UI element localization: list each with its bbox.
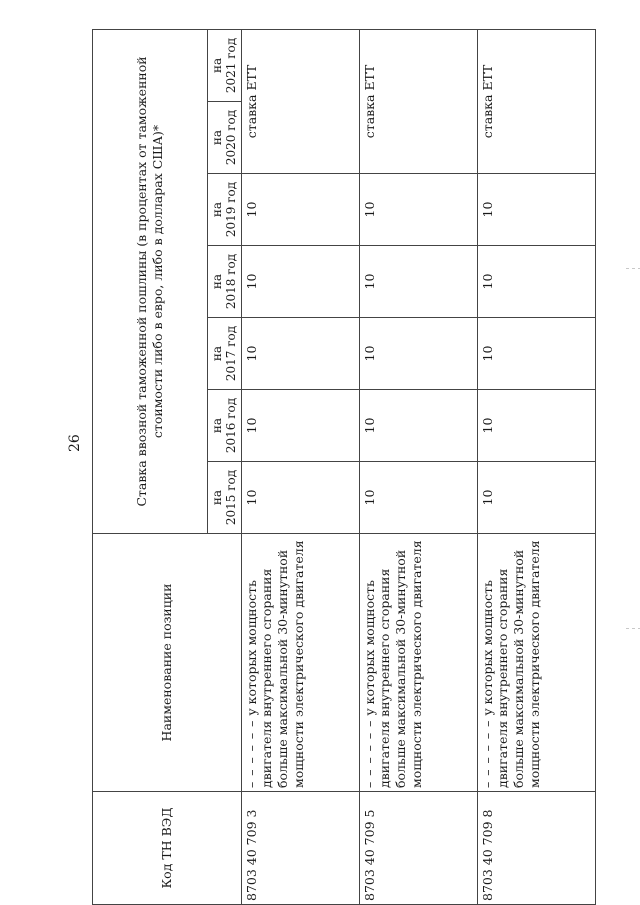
row-rate-2015: 10 — [241, 462, 359, 534]
header-year-2018: на 2018 год — [208, 246, 242, 318]
row-rate-2016: 10 — [477, 390, 595, 462]
row-rate-2015: 10 — [477, 462, 595, 534]
row-rate-2017: 10 — [359, 318, 477, 390]
row-rate-2019: 10 — [241, 174, 359, 246]
row-name-text: у которых мощность двигателя внутреннего сгорания больше максимальной 30-минутной мощности электрического двигателя — [361, 540, 424, 788]
row-dash-prefix: – – – – – – — [361, 719, 377, 788]
row-dash-prefix: – – – – – – — [243, 719, 259, 788]
row-name-text: у которых мощность двигателя внутреннего сгорания больше максимальной 30-минутной мощности электрического двигателя — [243, 540, 306, 788]
header-year-2019: на 2019 год — [208, 174, 242, 246]
row-rate-ett: ставка ЕТТ — [241, 29, 359, 173]
row-rate-ett: ставка ЕТТ — [359, 29, 477, 173]
row-rate-2015: 10 — [359, 462, 477, 534]
gutter-mark-top — [626, 268, 640, 269]
row-dash-prefix: – – – – – – — [479, 719, 495, 788]
row-code: 8703 40 709 3 — [241, 792, 359, 905]
row-name — [359, 534, 477, 792]
gutter-mark-bottom — [626, 628, 640, 629]
row-rate-2016: 10 — [359, 390, 477, 462]
table-row — [477, 29, 595, 904]
row-rate-2019: 10 — [359, 174, 477, 246]
row-rate-2018: 10 — [241, 246, 359, 318]
row-name — [241, 534, 359, 792]
header-year-2017: на 2017 год — [208, 318, 242, 390]
row-rate-2019: 10 — [477, 174, 595, 246]
table-row — [359, 29, 477, 904]
row-code: 8703 40 709 5 — [359, 792, 477, 905]
header-year-2021: на 2021 год — [208, 29, 242, 101]
header-year-2016: на 2016 год — [208, 390, 242, 462]
row-code: 8703 40 709 8 — [477, 792, 595, 905]
row-name — [477, 534, 595, 792]
row-name-text: у которых мощность двигателя внутреннего сгорания больше максимальной 30-минутной мощности электрического двигателя — [479, 540, 542, 788]
tariff-table-wrapper — [92, 30, 600, 905]
row-rate-2017: 10 — [241, 318, 359, 390]
table-row — [241, 29, 359, 904]
row-rate-2017: 10 — [477, 318, 595, 390]
header-code: Код ТН ВЭД — [93, 792, 242, 905]
header-rate-group: Ставка ввозной таможенной пошлины (в процентах от таможенной стоимости либо в евро, либо в долларах США)* — [93, 29, 208, 533]
tariff-table — [92, 29, 596, 905]
header-name: Наименование позиции — [93, 534, 242, 792]
row-rate-2018: 10 — [359, 246, 477, 318]
row-rate-2016: 10 — [241, 390, 359, 462]
row-rate-2018: 10 — [477, 246, 595, 318]
row-rate-ett: ставка ЕТТ — [477, 29, 595, 173]
header-year-2015: на 2015 год — [208, 462, 242, 534]
header-year-2020: на 2020 год — [208, 102, 242, 174]
page-number: 26 — [67, 434, 83, 452]
